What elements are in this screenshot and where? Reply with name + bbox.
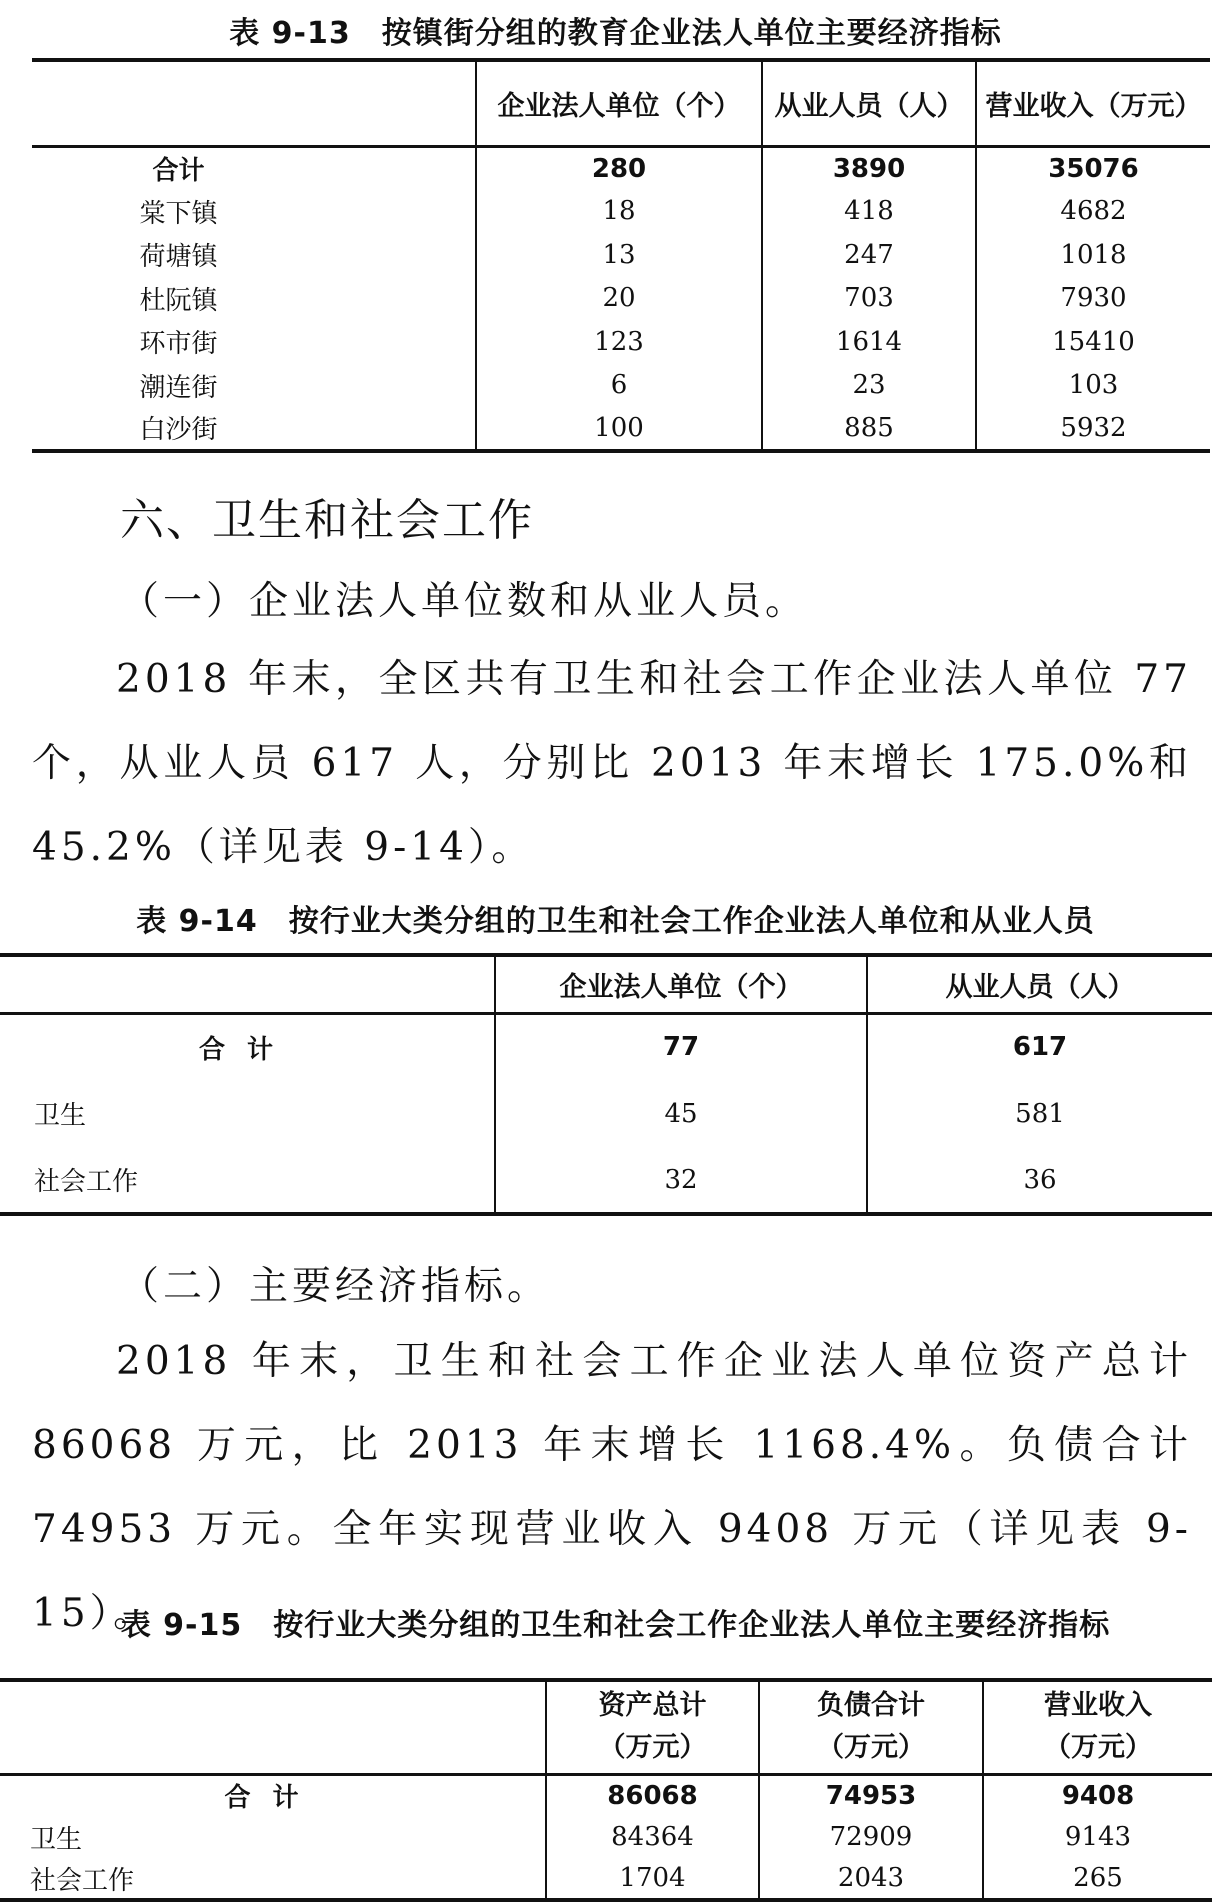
table-row bbox=[32, 277, 1210, 321]
table-row bbox=[32, 407, 1210, 451]
row-label: 社会工作 bbox=[30, 1865, 135, 1896]
cell-revenue: 1018 bbox=[976, 233, 1210, 277]
row-label: 潮连街 bbox=[139, 372, 218, 403]
cell-revenue: 7930 bbox=[976, 277, 1210, 321]
table-9-14-caption: 表 9-14 按行业大类分组的卫生和社会工作企业法人单位和从业人员 bbox=[136, 904, 1095, 939]
row-label: 白沙街 bbox=[139, 415, 218, 446]
cell-revenue: 103 bbox=[976, 364, 1210, 408]
header-unit: （万元） bbox=[598, 1732, 707, 1764]
cell-staff: 1614 bbox=[762, 320, 976, 364]
table-row bbox=[32, 233, 1210, 277]
cell-assets: 1704 bbox=[546, 1858, 759, 1900]
table-9-13-caption: 表 9-13 按镇街分组的教育企业法人单位主要经济指标 bbox=[229, 16, 1002, 51]
cell-revenue: 4682 bbox=[976, 190, 1210, 234]
table-9-15-caption: 表 9-15 按行业大类分组的卫生和社会工作企业法人单位主要经济指标 bbox=[120, 1608, 1111, 1643]
cell-staff: 581 bbox=[867, 1080, 1212, 1147]
table-row-total bbox=[0, 1774, 1212, 1816]
table-9-13 bbox=[32, 58, 1210, 453]
table-row bbox=[32, 190, 1210, 234]
subsection-title: （二）主要经济指标。 bbox=[120, 1264, 551, 1309]
cell-revenue: 265 bbox=[983, 1858, 1212, 1900]
row-label: 环市街 bbox=[139, 329, 218, 360]
header-cell bbox=[0, 955, 495, 1013]
header-line: 负债合计 bbox=[817, 1690, 925, 1722]
row-label: 合计 bbox=[152, 156, 205, 186]
cell-liabilities: 74953 bbox=[759, 1774, 983, 1816]
header-cell: 企业法人单位（个） bbox=[476, 60, 762, 146]
row-label: 卫生 bbox=[30, 1824, 83, 1855]
header-cell: 营业收入（万元） bbox=[976, 60, 1210, 146]
header-line: 资产总计 bbox=[598, 1690, 707, 1722]
table-row bbox=[0, 1816, 1212, 1858]
cell-assets: 84364 bbox=[546, 1816, 759, 1858]
cell-liabilities: 2043 bbox=[759, 1858, 983, 1900]
cell-revenue: 15410 bbox=[976, 320, 1210, 364]
cell-staff: 617 bbox=[867, 1013, 1212, 1080]
body-paragraph: 2018 年末，全区共有卫生和社会工作企业法人单位 77 个，从业人员 617 人，分别比 2013 年末增长 175.0%和 45.2%（详见表 9-14）。 bbox=[32, 657, 1192, 870]
cell-assets: 86068 bbox=[546, 1774, 759, 1816]
header-cell bbox=[32, 60, 476, 146]
cell-staff: 36 bbox=[867, 1147, 1212, 1214]
table-row bbox=[0, 1080, 1212, 1147]
cell-staff: 247 bbox=[762, 233, 976, 277]
cell-staff: 703 bbox=[762, 277, 976, 321]
row-label: 卫生 bbox=[34, 1101, 87, 1131]
cell-staff: 23 bbox=[762, 364, 976, 408]
body-paragraph: 2018 年末，卫生和社会工作企业法人单位资产总计 86068 万元，比 2013 年末增长 1168.4%。负债合计 74953 万元。全年实现营业收入 9408 万元（详见表 9-15）。 bbox=[32, 1339, 1192, 1636]
row-label: 荷塘镇 bbox=[139, 242, 218, 273]
table-row bbox=[0, 1858, 1212, 1900]
cell-revenue: 9408 bbox=[983, 1774, 1212, 1816]
section-title: 六、卫生和社会工作 bbox=[120, 495, 534, 546]
table-9-15 bbox=[0, 1678, 1212, 1902]
subsection-title: （一）企业法人单位数和从业人员。 bbox=[120, 579, 809, 624]
header-unit: （万元） bbox=[817, 1732, 925, 1764]
header-cell: 从业人员（人） bbox=[762, 60, 976, 146]
cell-revenue: 35076 bbox=[976, 146, 1210, 190]
table-9-14 bbox=[0, 953, 1212, 1216]
cell-units: 280 bbox=[476, 146, 762, 190]
table-header-row bbox=[0, 955, 1212, 1013]
header-cell bbox=[0, 1680, 546, 1774]
table-header-row bbox=[0, 1680, 1212, 1774]
table-row bbox=[32, 320, 1210, 364]
table-header-row bbox=[32, 60, 1210, 146]
table-row-total bbox=[32, 146, 1210, 190]
header-cell: 企业法人单位（个） bbox=[495, 955, 867, 1013]
table-row-total bbox=[0, 1013, 1212, 1080]
header-unit: （万元） bbox=[1044, 1732, 1152, 1764]
row-label: 合计 bbox=[224, 1783, 321, 1814]
cell-units: 123 bbox=[476, 320, 762, 364]
header-cell: 从业人员（人） bbox=[867, 955, 1212, 1013]
row-label: 合计 bbox=[198, 1034, 295, 1065]
table-row bbox=[32, 364, 1210, 408]
cell-units: 18 bbox=[476, 190, 762, 234]
cell-units: 13 bbox=[476, 233, 762, 277]
cell-staff: 885 bbox=[762, 407, 976, 451]
table-row bbox=[0, 1147, 1212, 1214]
cell-units: 6 bbox=[476, 364, 762, 408]
cell-units: 77 bbox=[495, 1013, 867, 1080]
cell-units: 100 bbox=[476, 407, 762, 451]
row-label: 社会工作 bbox=[34, 1167, 139, 1197]
row-label: 棠下镇 bbox=[139, 198, 218, 229]
cell-revenue: 9143 bbox=[983, 1816, 1212, 1858]
cell-units: 32 bbox=[495, 1147, 867, 1214]
header-cell bbox=[546, 1680, 759, 1774]
cell-staff: 3890 bbox=[762, 146, 976, 190]
cell-units: 20 bbox=[476, 277, 762, 321]
cell-revenue: 5932 bbox=[976, 407, 1210, 451]
header-cell bbox=[983, 1680, 1212, 1774]
cell-units: 45 bbox=[495, 1080, 867, 1147]
cell-staff: 418 bbox=[762, 190, 976, 234]
row-label: 杜阮镇 bbox=[139, 285, 218, 316]
header-cell bbox=[759, 1680, 983, 1774]
cell-liabilities: 72909 bbox=[759, 1816, 983, 1858]
header-line: 营业收入 bbox=[1044, 1690, 1152, 1722]
